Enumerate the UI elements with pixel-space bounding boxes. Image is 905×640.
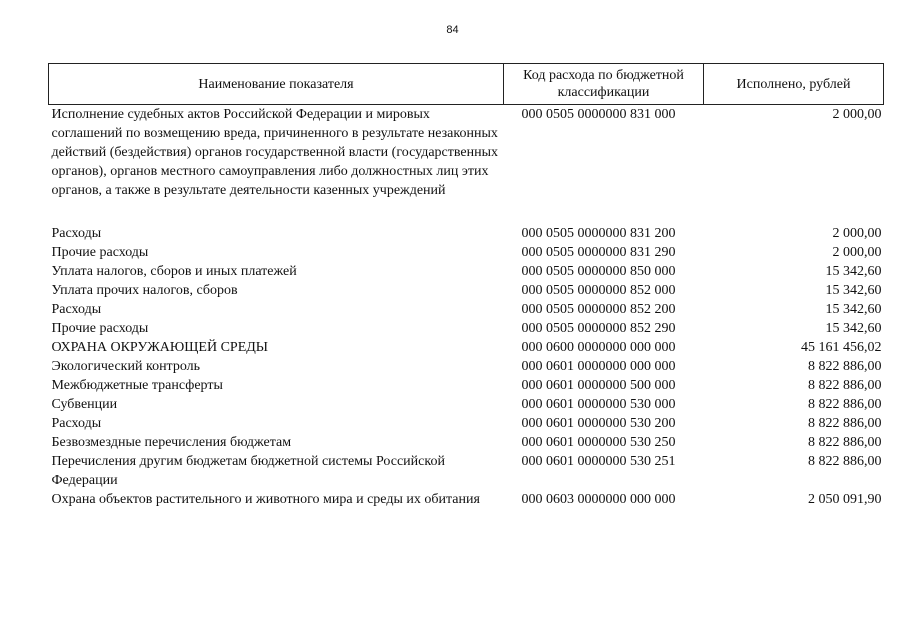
row-name: Перечисления другим бюджетам бюджетной системы Российской Федерации [51,454,445,488]
row-name: Расходы [51,416,102,431]
table-row [49,300,884,319]
header-sum: Исполнено, рублей [704,64,884,105]
row-code: 000 0601 0000000 530 200 [521,416,676,431]
row-code: 000 0600 0000000 000 000 [521,340,676,355]
table-row [49,262,884,281]
row-name: Прочие расходы [51,321,149,336]
row-name: Экологический контроль [51,359,201,374]
row-name: ОХРАНА ОКРУЖАЮЩЕЙ СРЕДЫ [51,340,269,355]
header-code: Код расхода по бюджетной классификации [504,64,704,105]
row-sum: 8 822 886,00 [808,435,882,450]
row-sum: 2 000,00 [832,245,882,260]
row-code: 000 0601 0000000 530 000 [521,397,676,412]
table-row [49,452,884,490]
row-code: 000 0505 0000000 831 200 [521,226,676,241]
table-row [49,105,884,201]
row-name: Субвенции [51,397,118,412]
row-name: Безвозмездные перечисления бюджетам [51,435,292,450]
row-sum: 2 000,00 [832,226,882,241]
row-code: 000 0505 0000000 831 290 [521,245,676,260]
row-code: 000 0505 0000000 831 000 [521,107,676,122]
row-name: Уплата прочих налогов, сборов [51,283,238,298]
row-sum: 45 161 456,02 [801,340,882,355]
table-row [49,376,884,395]
table-row [49,395,884,414]
table-row [49,224,884,243]
row-code: 000 0603 0000000 000 000 [521,492,676,507]
header-name: Наименование показателя [49,64,504,105]
page-number: 84 [446,24,459,36]
row-code: 000 0505 0000000 852 000 [521,283,676,298]
row-code: 000 0601 0000000 500 000 [521,378,676,393]
row-sum: 15 342,60 [825,283,882,298]
table-row [49,281,884,300]
row-code: 000 0505 0000000 852 290 [521,321,676,336]
budget-table [48,63,884,509]
table-row [49,243,884,262]
row-sum: 15 342,60 [825,264,882,279]
row-code: 000 0601 0000000 530 250 [521,435,676,450]
table-row [49,414,884,433]
row-name: Расходы [51,226,102,241]
row-code: 000 0505 0000000 852 200 [521,302,676,317]
row-sum: 8 822 886,00 [808,416,882,431]
table-spacer [49,200,884,224]
row-name: Прочие расходы [51,245,149,260]
row-sum: 15 342,60 [825,321,882,336]
row-name: Исполнение судебных актов Российской Федерации и мировых соглашений по возмещению вреда, причиненного в результате незаконных действий (бездействия) органов государственной власти (государственных органов), органов местного самоуправления либо должностных лиц этих органов, а также в результате деятельности казенных учреждений [51,107,499,198]
table-row [49,490,884,509]
row-sum: 8 822 886,00 [808,378,882,393]
row-name: Охрана объектов растительного и животного мира и среды их обитания [51,492,480,507]
row-code: 000 0601 0000000 000 000 [521,359,676,374]
row-sum: 8 822 886,00 [808,454,882,469]
table-row [49,357,884,376]
row-sum: 15 342,60 [825,302,882,317]
row-name: Межбюджетные трансферты [51,378,223,393]
table-row [49,433,884,452]
row-code: 000 0505 0000000 850 000 [521,264,676,279]
row-code: 000 0601 0000000 530 251 [521,454,676,469]
row-sum: 2 000,00 [832,107,882,122]
row-sum: 2 050 091,90 [808,492,882,507]
table-row [49,338,884,357]
table-row [49,319,884,338]
table-header-row [49,64,884,105]
row-sum: 8 822 886,00 [808,397,882,412]
row-sum: 8 822 886,00 [808,359,882,374]
row-name: Уплата налогов, сборов и иных платежей [51,264,297,279]
row-name: Расходы [51,302,102,317]
